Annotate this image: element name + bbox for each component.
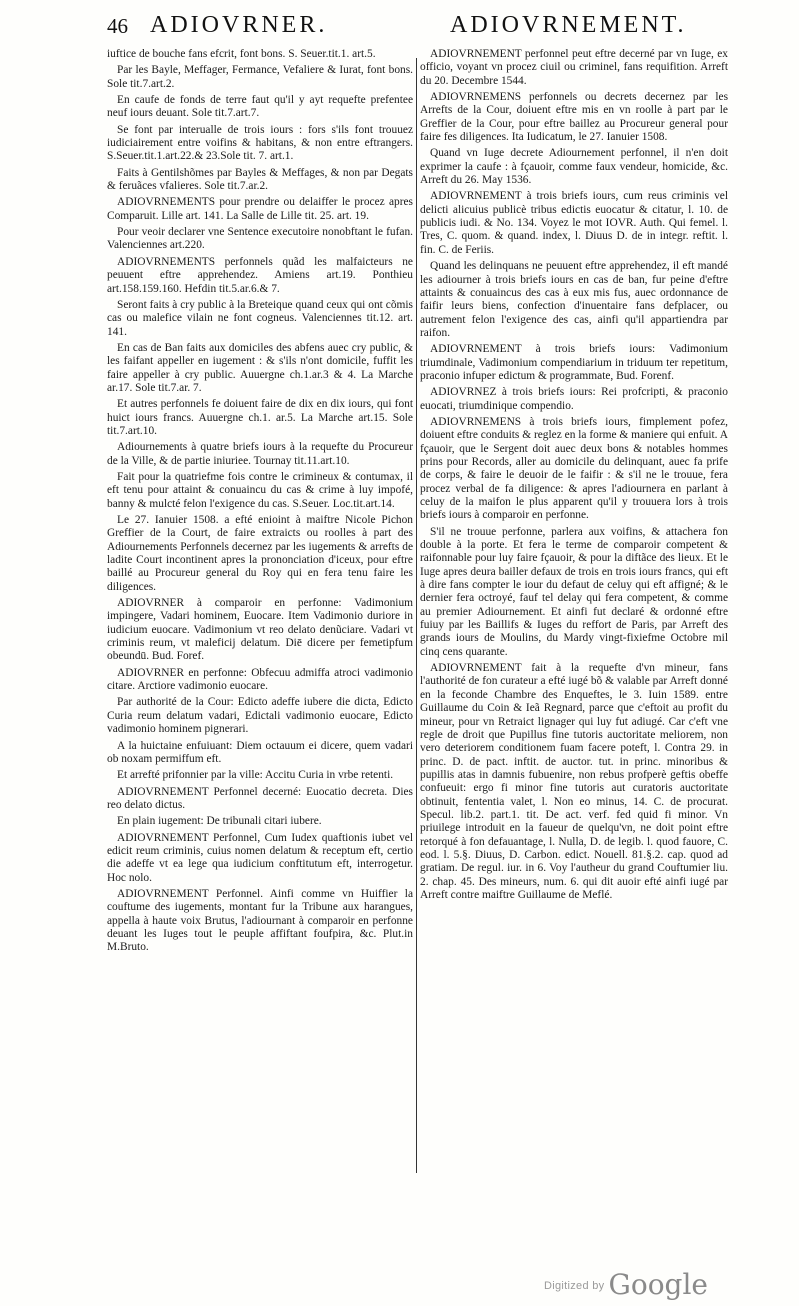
paragraph: ADIOVRNEMENS à trois briefs iours, fimplement pofez, doiuent eftre conduits & reglez en la forme & maniere qui enfuit. A fçauoir, que le Sergent doit auec deux bons & notables hommes prins pour Records, aller au domicile du delinquant, auec fa prife de corps, & faire le deuoir de le faifir : & s'il ne le trouue, fera procez verbal de fa diligence: & apres l'adiournera en parlant à celuy de la maifon le plus apparent qu'il y trouuera lors à trois briefs iours à comparoir en perfonne. (420, 415, 728, 522)
paragraph: Le 27. Ianuier 1508. a efté enioint à maiftre Nicole Pichon Greffier de la Court, de faire extraicts ou roolles à part des Adiournements Perfonnels decernez par les iugements & arrefts de ladite Court incontinent apres la prononciation d'iceux, pour eftre baillé au Procureur general du Roy qui en fera tenu faire les diligences. (107, 514, 413, 593)
column-divider (416, 58, 417, 1173)
left-column (107, 48, 413, 958)
paragraph: ADIOVRNEMENT fait à la requefte d'vn mineur, fans l'authorité de fon curateur a efté iugé bõ & valable par Arreft donné en la feconde Chambre des Enqueftes, le 3. Iuin 1589. entre Guillaume du Coin & Ieã Regnard, parce que c'eftoit au profit du mineur, pour vn Retraict lignager qui luy fut adiugé. Car c'eft vne regle de droit que Pupillus fine tutoris auctoritate meliorem, non vero deteriorem conditionem fuam facere poteft, l. Contra 29. in princ. D. de pact. inftit. de auctor. tut. in princ. minoribus & pupillis atas in damnis fubuenire, non rebus profperè geftis obeffe confueuit: ergo fi minor fine tutoris aut curatoris auctoritate obtinuit, fententia valet, l. Non eo minus, 14. C. de procurat. Specul. lib.2. part.1. tit. De act. verf. fed quid fi minor. Vn priuilege introduit en la faueur de quelqu'vn, ne doit point eftre retorqué à fon defauantage, l. Nulla, D. de legib. l. quod fauore, C. eod. l. 5.§. Diuus, D. Carbon. edict. Nouell. 81.§.2. cap. quod ad gratiam. De regul. iur. in 6. Voy l'autheur du grand Couftumier liu. 2. chap. 45. Des mineurs, num. 6. qui dit auoir efté ainfi iugé par Arreft contre maiftre Guillaume de Meflé. (420, 662, 728, 901)
paragraph: ADIOVRNEMENT à trois briefs iours, cum reus criminis vel delicti alicuius publicè tribus edictis euocatur & citatur, l. 10. de publicis iudi. & No. 134. Voyez le mot IOVR. Auth. Qui femel. l. Tres, C. quom. & quand. index, l. Diuus D. de in integr. reftit. l. fin. C. de Feriis. (420, 190, 728, 256)
paragraph: ADIOVRNEMENT Perfonnel. Ainfi comme vn Huiffier la couftume des iugements, montant fur la Tribune aux harangues, appella à haute voix Brutus, l'adiournant à comparoir en perfonne deuant les Iuges tout le peuple affiftant foufpira, &c. Plut.in M.Bruto. (107, 887, 413, 954)
page-number: 46 (107, 14, 128, 38)
watermark-prefix: Digitized by (544, 1280, 605, 1292)
paragraph: A la huictaine enfuiuant: Diem octauum ei dicere, quem vadari ob noxam permiffum eft. (107, 739, 413, 765)
paragraph: En caufe de fonds de terre faut qu'il y ayt requefte prefentee neuf iours deuant. Sole tit.7.art.7. (107, 94, 413, 120)
paragraph: S'il ne trouue perfonne, parlera aux voifins, & attachera fon double à la porte. Et fera le terme de comparoir competent & raifonnable pour luy faire fçauoir, & pour la diftãce des lieux. Et le Iuge apres deura bailler defaux de trois en trois iours francs, qui eft à dire fans compter le iour du defaut de celuy qui eft affigné; & le dernier fera octroyé, fauf tel delay qui fera competent, & comme au premier Adiournement. Et ainfi fut declaré & ordonné eftre fuiuy par les Baillifs & Iuges du reffort de Paris, par Arreft des grands iours de Moulins, du Mardy vingt-fixiefme Octobre mil cinq cens quarante. (420, 525, 728, 658)
paragraph: Quand vn Iuge decrete Adiournement perfonnel, il n'en doit exprimer la caufe : à fçauoir, comme faux vendeur, homicide, &c. Arreft du 26. May 1536. (420, 147, 728, 187)
paragraph: Pour veoir declarer vne Sentence executoire nonobftant le fufan. Valenciennes art.220. (107, 226, 413, 252)
paragraph: Seront faits à cry public à la Breteique quand ceux qui ont cõmis cas ou malefice vilain ne font cogneus. Valenciennes tit.12. art. 141. (107, 298, 413, 338)
paragraph: ADIOVRNEMENTS pour prendre ou delaiffer le procez apres Comparuit. Lille art. 141. La Salle de Lille tit. 25. art. 19. (107, 196, 413, 222)
paragraph: Par authorité de la Cour: Edicto adeffe iubere die dicta, Edicto Curia reum delatum vadari, Edictali vadimonio euocare, Edicto vadimonio hominem pignerari. (107, 696, 413, 736)
paragraph: Fait pour la quatriefme fois contre le crimineux & contumax, il eft tenu pour attaint & conuaincu du cas & crime à luy impofé, banny & mulcté felon l'exigence du cas. S.Seuer. Loc.tit.art.14. (107, 470, 413, 510)
paragraph: Adiournements à quatre briefs iours à la requefte du Procureur de la Ville, & de partie iniuriee. Tournay tit.11.art.10. (107, 441, 413, 467)
paragraph: Et autres perfonnels fe doiuent faire de dix en dix iours, qui font huict iours francs. Auuergne ch.1. ar.5. La Marche art.15. Sole tit.7.art.10. (107, 398, 413, 437)
paragraph: ADIOVRNEMENT à trois briefs iours: Vadimonium triumdinale, Vadimonium compendiarium in triduum ter repetitum, praconio infuper edictum & programmate, Bud. Forenf. (420, 343, 728, 382)
paragraph: ADIOVRNEMENS perfonnels ou decrets decernez par les Arrefts de la Cour, doiuent eftre mis en vn roolle à part par le Greffier de la Cour, pour eftre baillez au Procureur general pour faire fes diligences. Ita Iudicatum, le 27. Ianuier 1508. (420, 91, 728, 144)
right-column (420, 48, 728, 905)
paragraph: En plain iugement: De tribunali citari iubere. (117, 815, 322, 828)
paragraph: ADIOVRNEMENTS perfonnels quãd les malfaicteurs ne peuuent eftre apprehendez. Amiens art.19. Ponthieu art.158.159.160. Hefdin tit.5.ar.6.& 7. (107, 255, 413, 295)
paragraph: iuftice de bouche fans efcrit, font bons. S. Seuer.tit.1. art.5. (107, 48, 376, 60)
paragraph: Et arrefté prifonnier par la ville: Accitu Curia in vrbe retenti. (117, 769, 394, 782)
paragraph: Quand les delinquans ne peuuent eftre apprehendez, il eft mandé les adiourner à trois briefs iours en cas de ban, fur peine d'eftre attaints & conuaincus des cas à eux mis fus, auec ordonnance de faifir leurs biens, confection d'inuentaire fans defplacer, ou autrement felon l'exigence des cas, ainfi qu'il appartiendra par raifon. (420, 260, 728, 339)
digitized-watermark (544, 1268, 708, 1301)
paragraph: ADIOVRNER à comparoir en perfonne: Vadimonium impingere, Vadari hominem, Euocare. Item Vadimonio duriore in iudicium euocare. Vadimonium vt reo delato denũciare. Vadari vt criminis reum, vt maleficij delatum. Diē dicere per femetipfum obeundū. Bud. Foref. (107, 597, 413, 663)
paragraph: ADIOVRNEMENT perfonnel peut eftre decerné par vn Iuge, ex officio, voyant vn procez ciuil ou criminel, fans requifition. Arreft du 20. Decembre 1544. (420, 48, 728, 87)
paragraph: Par les Bayle, Meffager, Fermance, Vefaliere & Iurat, font bons. Sole tit.7.art.2. (107, 64, 413, 90)
paragraph: ADIOVRNEZ à trois briefs iours: Rei profcripti, & praconio euocati, triumdinique compendio. (420, 386, 728, 412)
left-running-head: ADIOVRNER. (150, 12, 328, 38)
paragraph: ADIOVRNEMENT Perfonnel decerné: Euocatio decreta. Dies reo delato dictus. (107, 785, 413, 811)
right-running-head: ADIOVRNEMENT. (450, 12, 687, 38)
google-logo: Google (608, 1268, 708, 1301)
paragraph: ADIOVRNEMENT Perfonnel, Cum Iudex quaftionis iubet vel edicit reum criminis, cuius nomen delatum & receptum eft, certio die adeffe vt ea lege qua iudicium conftitutum eft, interrogetur. Hoc nolo. (107, 831, 413, 884)
paragraph: En cas de Ban faits aux domiciles des abfens auec cry public, & les faifant appeller en iugement : & s'ils n'ont domicile, fuffit les faire appeller à cry public. Auuergne ch.1.ar.3 & 4. La Marche ar.17. Sole tit.7.ar. 7. (107, 341, 413, 394)
paragraph: ADIOVRNER en perfonne: Obfecuu admiffa atroci vadimonio citare. Arctiore vadimonio euocare. (107, 666, 413, 693)
paragraph: Se font par interualle de trois iours : fors s'ils font trouuez iudiciairement entre voifins & habitans, & non entre eftrangers. S.Seuer.tit.1.art.22.& 23.Sole tit. 7. art.1. (107, 123, 413, 163)
paragraph: Faits à Gentilshõmes par Bayles & Meffages, & non par Degats & feruãces vfalieres. Sole tit.7.ar.2. (107, 166, 413, 193)
